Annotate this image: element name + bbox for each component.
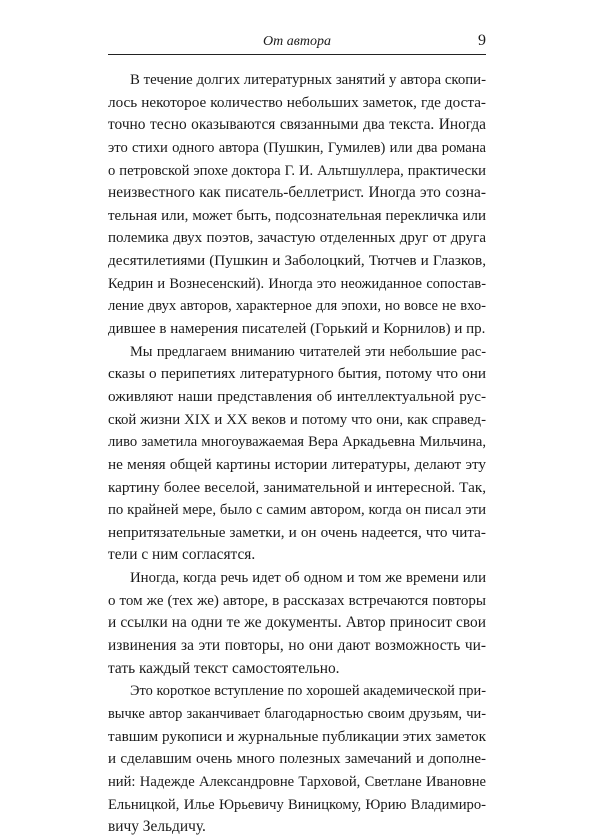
text-line: тели с ним согласятся. — [108, 546, 256, 564]
text-line: оживляют наши представления об интеллектуальной рус- — [108, 387, 486, 405]
text-line: это стихи одного автора (Пушкин, Гумилев) или два романа — [108, 139, 486, 156]
page-number: 9 — [478, 32, 486, 49]
text-line: Ельницкой, Илье Юрьевичу Виницкому, Юрию Владимиро- — [108, 796, 486, 813]
text-line: о том же (тех же) авторе, в рассказах встречаются повторы — [108, 592, 486, 609]
text-line: тавшим рукописи и журнальные публикации этих заметок — [108, 727, 486, 745]
text-line: сказы о перипетиях литературного бытия, потому что они — [108, 365, 486, 383]
text-line: неизвестного как писатель-беллетрист. Иногда это созна- — [108, 184, 486, 202]
text-line: извинения за эти повторы, но они дают возможность чи- — [108, 637, 486, 655]
text-line: и сделавшим очень много полезных замечаний и дополне- — [108, 751, 486, 768]
text-line: и ссылки на одни те же документы. Автор приносит свои — [108, 614, 486, 632]
text-line: ление двух авторов, характерное для эпохи, но вовсе не вхо- — [108, 298, 486, 315]
text-line: точно тесно оказываются связанными два текста. Иногда — [108, 116, 486, 134]
text-line: дившее в намерения писателей (Горький и Корнилов) и пр. — [108, 321, 486, 338]
text-line: В течение долгих литературных занятий у автора скопи- — [130, 72, 486, 88]
text-line: вычке автор заканчивает благодарностью своим друзьям, чи- — [108, 705, 486, 722]
text-line: Иногда, когда речь идет об одном и том же времени или — [130, 570, 486, 587]
text-line: непритязательные заметки, и он очень надеется, что чита- — [108, 523, 486, 541]
text-line: по крайней мере, было с самим автором, когда он писал эти — [108, 502, 486, 519]
text-line: ской жизни XIX и XX веков и потому что они, как справед- — [108, 411, 486, 428]
text-line: Мы предлагаем вниманию читателей эти небольшие рас- — [130, 343, 486, 360]
text-line: ливо заметила многоуважаемая Вера Аркадьевна Мильчина, — [108, 434, 486, 451]
text-line: десятилетиями (Пушкин и Заболоцкий, Тютчев и Глазков, — [108, 252, 486, 270]
body-text — [108, 69, 486, 839]
running-head — [108, 32, 486, 55]
text-line: лось некоторое количество небольших заметок, где доста- — [108, 93, 486, 111]
text-line: тельная или, может быть, подсознательная перекличка или — [108, 207, 486, 224]
text-line: вичу Зельдичу. — [108, 818, 206, 836]
text-line: тать каждый текст самостоятельно. — [108, 659, 340, 677]
text-line: ний: Надежде Александровне Тарховой, Светлане Ивановне — [108, 773, 486, 790]
text-line: о петровской эпохе доктора Г. И. Альтшуллера, практически — [108, 162, 486, 179]
text-line: Кедрин и Вознесенский). Иногда это неожиданное сопостав- — [108, 275, 486, 292]
running-title: От автора — [263, 34, 331, 49]
text-line: полемика двух поэтов, зачастую отделенных друг от друга — [108, 230, 486, 247]
text-line: не меняя общей картины истории литературы, делают эту — [108, 455, 486, 473]
text-line: Это короткое вступление по хорошей академической при- — [130, 683, 486, 700]
text-line: картину более веселой, занимательной и интересной. Так, — [108, 478, 486, 496]
